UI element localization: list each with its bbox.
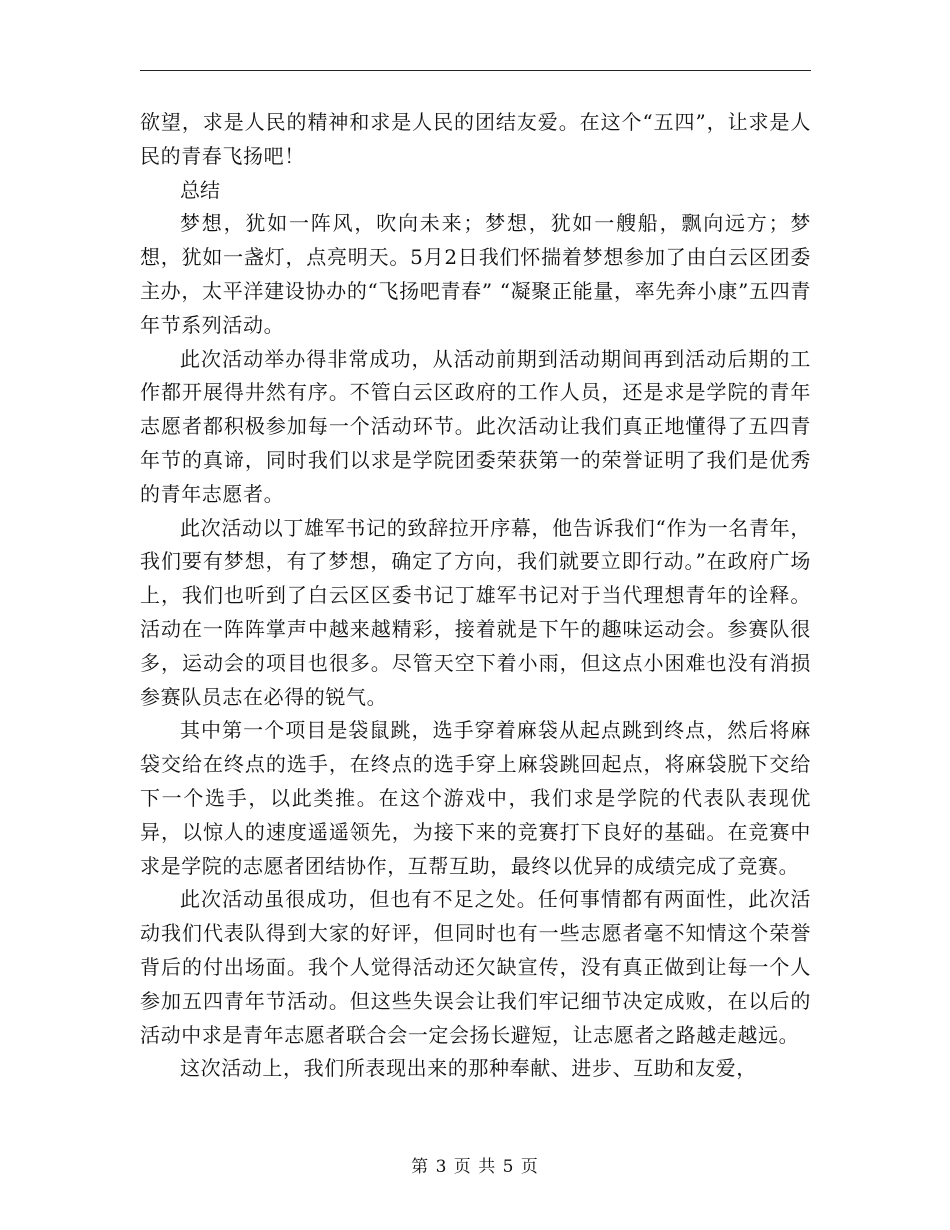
paragraph-closing: 这次活动上，我们所表现出来的那种奉献、进步、互助和友爱， bbox=[180, 1056, 757, 1081]
paragraph-shortcomings: 此次活动虽很成功，但也有不足之处。任何事情都有两面性，此次活动我们代表队得到大家的好评，但同时也有一些志愿者毫不知情这个荣誉背后的付出场面。我个人觉得活动还欠缺宣传，没有真正做到让每一个人参加五四青年节活动。但这些失误会让我们牢记细节决定成败，在以后的活动中求是青年志愿者联合会一定会扬长避短，让志愿者之路越走越远。 bbox=[140, 887, 811, 1047]
header-rule bbox=[140, 70, 811, 71]
paragraph-continuation: 欲望，求是人民的精神和求是人民的团结友爱。在这个“五四”，让求是人民的青春飞扬吧！ bbox=[140, 110, 811, 168]
paragraph-kangaroo-jump: 其中第一个项目是袋鼠跳，选手穿着麻袋从起点跳到终点，然后将麻袋交给在终点的选手，在终点的选手穿上麻袋跳回起点，将麻袋脱下交给下一个选手，以此类推。在这个游戏中，我们求是学院的代表队表现优异，以惊人的速度遥遥领先，为接下来的竞赛打下良好的基础。在竞赛中求是学院的志愿者团结协作，互帮互助，最终以优异的成绩完成了竞赛。 bbox=[140, 718, 811, 878]
section-heading-summary: 总结 bbox=[180, 177, 220, 202]
document-body bbox=[140, 106, 811, 1086]
paragraph-dream: 梦想，犹如一阵风，吹向未来；梦想，犹如一艘船，飘向远方；梦想，犹如一盏灯，点亮明天。5月2日我们怀揣着梦想参加了由白云区团委主办，太平洋建设协办的“飞扬吧青春” “凝聚正能量，率先奔小康”五四青年节系列活动。 bbox=[140, 211, 811, 337]
paragraph-success: 此次活动举办得非常成功，从活动前期到活动期间再到活动后期的工作都开展得井然有序。不管白云区政府的工作人员，还是求是学院的青年志愿者都积极参加每一个活动环节。此次活动让我们真正地懂得了五四青年节的真谛，同时我们以求是学院团委荣获第一的荣誉证明了我们是优秀的青年志愿者。 bbox=[140, 346, 811, 506]
paragraph-opening: 此次活动以丁雄军书记的致辞拉开序幕，他告诉我们“作为一名青年，我们要有梦想，有了梦想，确定了方向，我们就要立即行动。”在政府广场上，我们也听到了白云区区委书记丁雄军书记对于当代理想青年的诠释。活动在一阵阵掌声中越来越精彩，接着就是下午的趣味运动会。参赛队很多，运动会的项目也很多。尽管天空下着小雨，但这点小困难也没有消损参赛队员志在必得的锐气。 bbox=[140, 515, 811, 709]
page-number-footer: 第 3 页 共 5 页 bbox=[411, 1157, 539, 1177]
